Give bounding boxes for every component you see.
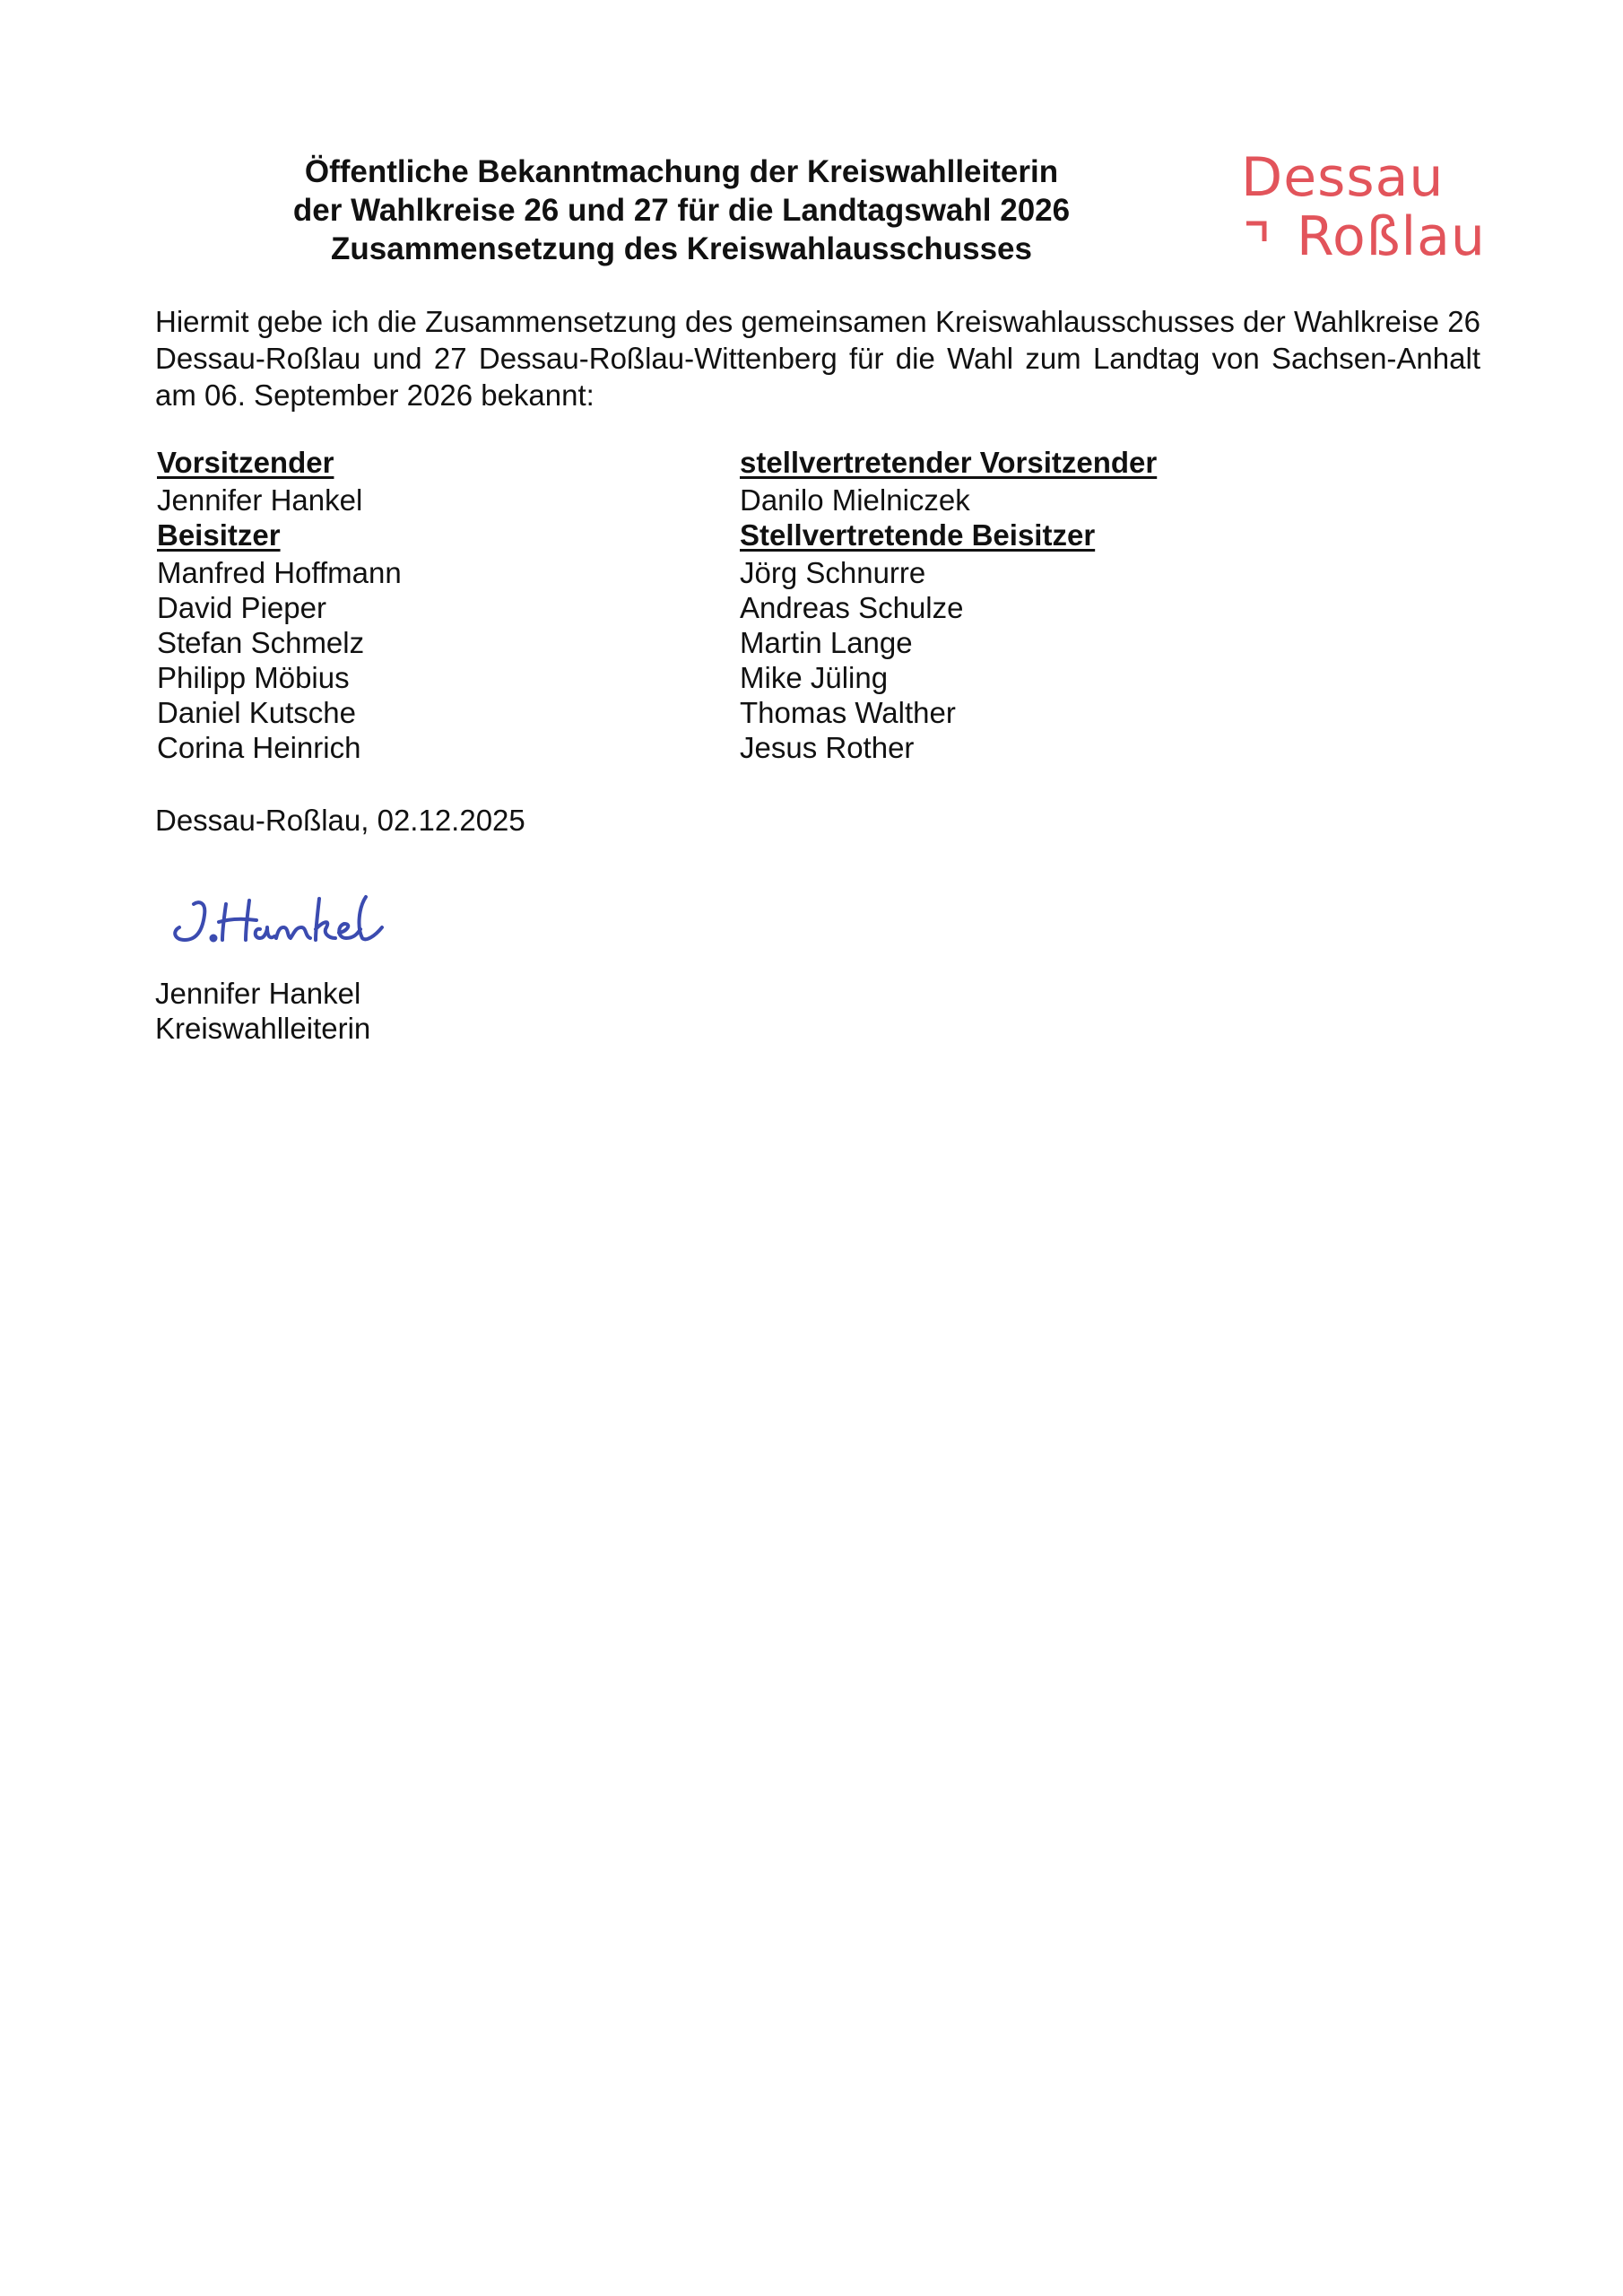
deputy-member-name: Jörg Schnurre bbox=[740, 556, 926, 589]
title-line-3: Zusammensetzung des Kreiswahlausschusses bbox=[331, 231, 1032, 266]
logo-corner-icon bbox=[1245, 220, 1268, 243]
signer-block bbox=[155, 976, 370, 1046]
member-name: Stefan Schmelz bbox=[157, 626, 365, 659]
signer-name: Jennifer Hankel bbox=[155, 977, 361, 1010]
members-column-left bbox=[157, 445, 402, 765]
deputy-member-name: Jesus Rother bbox=[740, 731, 915, 764]
member-name: Philipp Möbius bbox=[157, 661, 350, 694]
deputy-members-heading: Stellvertretende Beisitzer bbox=[740, 518, 1096, 552]
place-and-date: Dessau-Roßlau, 02.12.2025 bbox=[155, 804, 525, 837]
members-heading: Beisitzer bbox=[157, 518, 281, 552]
signer-role: Kreiswahlleiterin bbox=[155, 1012, 371, 1045]
deputy-member-name: Mike Jüling bbox=[740, 661, 889, 694]
handwritten-signature bbox=[167, 888, 400, 960]
intro-paragraph: Hiermit gebe ich die Zusammensetzung des gemeinsamen Kreiswahlausschusses der Wahlkreise 26 Dessau-Roßlau und 27 Dessau-Roßlau-Wittenberg für die Wahl zum Landtag von Sachsen-Anhalt am 06. September 2026 bekannt: bbox=[155, 305, 1480, 412]
deputy-chair-name: Danilo Mielniczek bbox=[740, 483, 970, 517]
member-name: Daniel Kutsche bbox=[157, 696, 356, 729]
logo-text-dessau: Dessau bbox=[1241, 146, 1445, 209]
deputy-chair-heading: stellvertretender Vorsitzender bbox=[740, 446, 1158, 479]
title-line-1: Öffentliche Bekanntmachung der Kreiswahlleiterin bbox=[304, 154, 1059, 189]
city-logo bbox=[1241, 146, 1510, 272]
announcement-title bbox=[251, 152, 1112, 268]
chair-heading: Vorsitzender bbox=[157, 446, 334, 479]
deputy-member-name: Andreas Schulze bbox=[740, 591, 964, 624]
member-name: David Pieper bbox=[157, 591, 326, 624]
deputy-member-name: Martin Lange bbox=[740, 626, 913, 659]
member-name: Manfred Hoffmann bbox=[157, 556, 402, 589]
members-column-right bbox=[740, 445, 1157, 765]
logo-text-rosslau: Roßlau bbox=[1297, 205, 1486, 268]
chair-name: Jennifer Hankel bbox=[157, 483, 363, 517]
deputy-member-name: Thomas Walther bbox=[740, 696, 956, 729]
member-name: Corina Heinrich bbox=[157, 731, 361, 764]
title-line-2: der Wahlkreise 26 und 27 für die Landtagswahl 2026 bbox=[292, 193, 1071, 228]
